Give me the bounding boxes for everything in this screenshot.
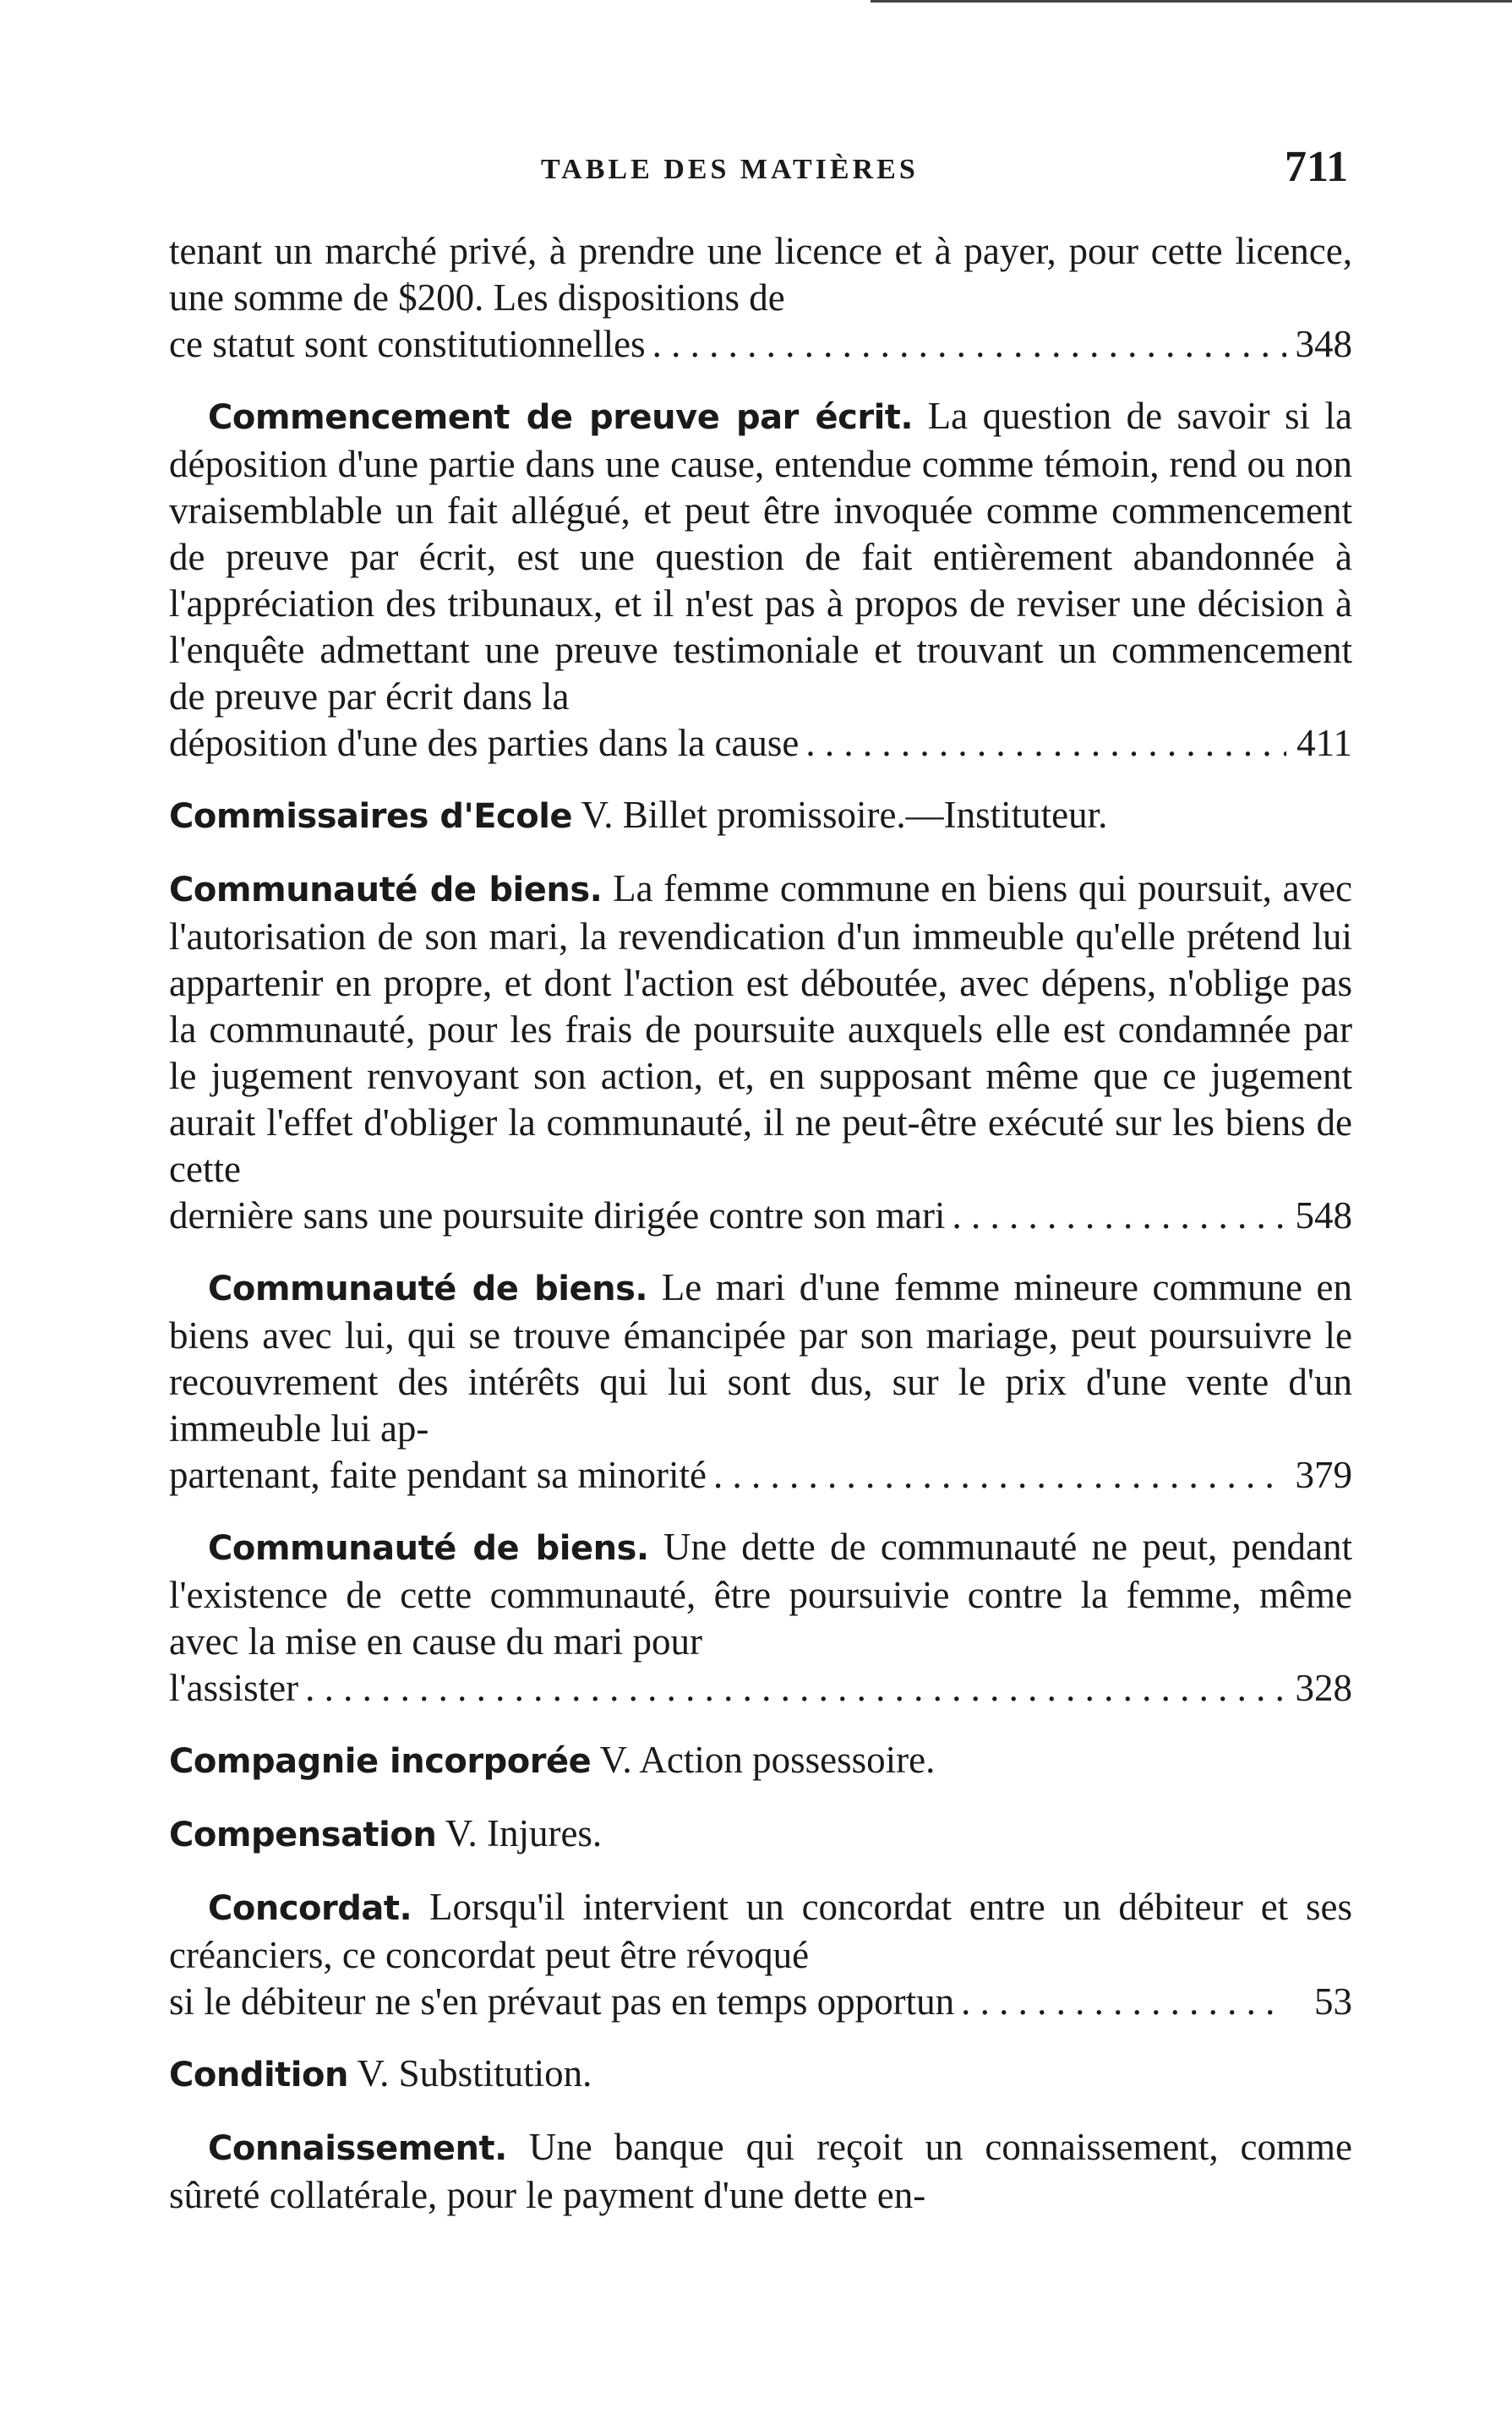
top-rule <box>871 0 1512 3</box>
index-entry <box>169 1737 1352 1785</box>
entry-body: tenant un marché privé, à prendre une licence et à payer, pour cette licence, une somme de $200. Les dispositions de <box>169 230 1352 319</box>
entry-last-line <box>169 1979 1352 2025</box>
index-content <box>169 228 1352 2244</box>
entry-heading: Compagnie incorporée <box>169 1742 592 1781</box>
entry-body: V. Billet promissoire.—Instituteur. <box>581 794 1108 836</box>
page-reference: 348 <box>1295 323 1352 365</box>
entry-heading: Commissaires d'Ecole <box>169 797 573 836</box>
entry-heading: Commencement de preuve par écrit. <box>208 398 914 437</box>
entry-last-line-text: déposition d'une des parties dans la cause <box>169 722 800 764</box>
dot-leader <box>961 1979 1286 2025</box>
entry-heading: Condition <box>169 2056 348 2094</box>
index-entry <box>169 1524 1352 1712</box>
page-reference: 548 <box>1295 1194 1352 1237</box>
index-entry <box>169 2051 1352 2099</box>
dot-leader <box>652 321 1286 368</box>
entry-last-line-text: dernière sans une poursuite dirigée contre son mari <box>169 1194 946 1237</box>
entry-heading: Concordat. <box>208 1889 412 1928</box>
entry-body: V. Injures. <box>445 1812 603 1854</box>
entry-last-line-text: ce statut sont constitutionnelles <box>169 323 646 365</box>
entry-body: La femme commune en biens qui poursuit, avec l'autorisation de son mari, la revendication d'un immeuble qu'elle prétend lui appartenir en propre, et dont l'action est déboutée, avec dépens, n'oblige pas la communauté, pour les frais de poursuite auxquels elle est condamnée par le jugement renvoyant son action, et, en supposant même que ce jugement aurait l'effet d'obliger la communauté, il ne peut-être exécuté sur les biens de cette <box>169 867 1353 1190</box>
page-number: 711 <box>1285 143 1349 191</box>
dot-leader <box>952 1193 1286 1239</box>
running-title: TABLE DES MATIÈRES <box>541 154 919 185</box>
page-reference: 411 <box>1296 722 1352 764</box>
entry-last-line <box>169 1665 1352 1712</box>
entry-body: Une banque qui reçoit un connaissement, comme sûreté collatérale, pour le payment d'une dette en- <box>169 2126 1352 2216</box>
index-entry <box>169 393 1352 767</box>
entry-body: V. Substitution. <box>357 2052 592 2094</box>
entry-last-line-text: si le débiteur ne s'en prévaut pas en temps opportun <box>169 1980 955 2023</box>
entry-last-line <box>169 720 1352 767</box>
index-entry <box>169 228 1352 368</box>
page-reference: 379 <box>1295 1454 1352 1496</box>
entry-last-line <box>169 1452 1352 1499</box>
entry-last-line <box>169 1193 1352 1239</box>
entry-body: Lorsqu'il intervient un concordat entre un débiteur et ses créanciers, ce concordat peut être révoqué <box>169 1886 1353 1976</box>
index-entry <box>169 1264 1352 1499</box>
page-reference: 328 <box>1295 1667 1352 1709</box>
entry-heading: Compensation <box>169 1816 437 1854</box>
entry-body: V. Action possessoire. <box>599 1739 936 1781</box>
entry-heading: Communauté de biens. <box>169 871 603 909</box>
entry-last-line-text: partenant, faite pendant sa minorité <box>169 1454 707 1496</box>
dot-leader <box>305 1665 1286 1712</box>
index-entry <box>169 1810 1352 1859</box>
index-entry <box>169 792 1352 840</box>
entry-last-line <box>169 321 1352 368</box>
page-reference: 53 <box>1314 1980 1352 2023</box>
index-entry <box>169 866 1352 1239</box>
entry-body: Une dette de communauté ne peut, pendant l'existence de cette communauté, être poursuivie contre la femme, même avec la mise en cause du mari pour <box>169 1526 1352 1663</box>
entry-heading: Communauté de biens. <box>208 1529 649 1568</box>
entry-heading: Communauté de biens. <box>208 1270 648 1308</box>
entry-last-line-text: l'assister <box>169 1667 299 1709</box>
dot-leader <box>713 1452 1286 1499</box>
entry-body: Le mari d'une femme mineure commune en biens avec lui, qui se trouve émancipée par son mariage, peut poursuivre le recouvrement des intérêts qui lui sont dus, sur le prix d'une vente d'un immeuble lui ap- <box>169 1266 1353 1450</box>
dot-leader <box>805 720 1286 767</box>
index-entry <box>169 1884 1352 2025</box>
entry-heading: Connaissement. <box>208 2129 507 2168</box>
entry-body: La question de savoir si la déposition d'une partie dans une cause, entendue comme témoin, rend ou non vraisemblable un fait allégué, et peut être invoquée comme commencement de preuve par écrit, est une question de fait entièrement abandonnée à l'appréciation des tribunaux, et il n'est pas à propos de reviser une décision à l'enquête admettant une preuve testimoniale et trouvant un commencement de preuve par écrit dans la <box>169 395 1353 718</box>
index-entry <box>169 2124 1352 2219</box>
